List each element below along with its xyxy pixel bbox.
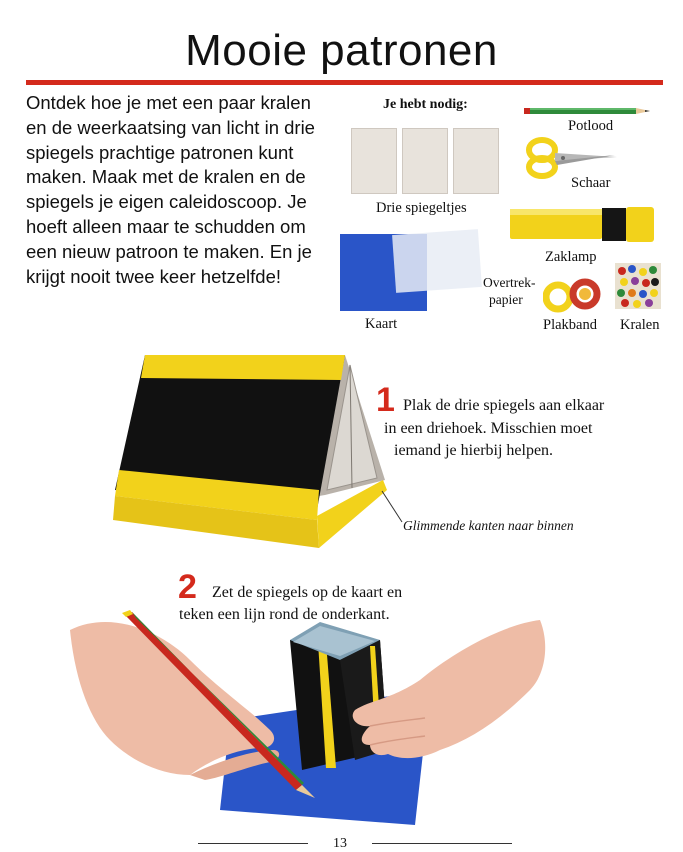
tracing-paper-image	[392, 229, 482, 293]
step-1-number: 1	[376, 381, 395, 419]
label-plakband: Plakband	[543, 317, 597, 333]
tape-image	[543, 278, 605, 314]
materials-heading: Je hebt nodig:	[383, 97, 468, 112]
label-overtrek-2: papier	[489, 292, 523, 307]
intro-paragraph: Ontdek hoe je met een paar kralen en de weerkaatsing van licht in drie spiegels prachtige patronen kunt maken. Maak met de kralen en de spiegels je eigen caleidoscoop. Je hoeft alleen maar te schudden om een nieuw patroon te maken. En je krijgt nooit twee keer hetzelfde!	[26, 92, 315, 287]
page-title: Mooie patronen	[185, 26, 498, 75]
flashlight-image	[508, 206, 656, 244]
label-kralen: Kralen	[620, 317, 660, 333]
label-potlood: Potlood	[568, 118, 614, 134]
scissors-image	[525, 137, 620, 179]
label-kaart: Kaart	[365, 316, 398, 332]
tracing-hands-image	[70, 600, 550, 830]
step-1-line-1: Plak de drie spiegels aan elkaar	[403, 397, 605, 414]
step-2-line-2: teken een lijn rond de onderkant.	[179, 606, 390, 623]
mirror-prism-image	[105, 350, 395, 550]
label-schaar: Schaar	[571, 175, 611, 191]
step-1-line-3: iemand je hierbij helpen.	[394, 442, 554, 459]
label-zaklamp: Zaklamp	[545, 249, 597, 265]
step-1-line-2: in een driehoek. Misschien moet	[384, 420, 593, 437]
label-spiegeltjes: Drie spiegeltjes	[376, 200, 467, 216]
step-2-number: 2	[178, 568, 197, 606]
mirror-image-2	[402, 128, 448, 194]
beads-image	[615, 263, 661, 309]
step-1-annotation: Glimmende kanten naar binnen	[403, 518, 574, 533]
pencil-image	[524, 104, 659, 118]
page-number-rule-left	[198, 843, 308, 844]
mirror-image-3	[453, 128, 499, 194]
label-overtrek-1: Overtrek-	[483, 275, 536, 290]
step-2-line-1: Zet de spiegels op de kaart en	[212, 584, 403, 601]
title-rule	[26, 80, 663, 85]
page-number: 13	[333, 836, 347, 851]
mirror-image-1	[351, 128, 397, 194]
page-number-rule-right	[372, 843, 512, 844]
